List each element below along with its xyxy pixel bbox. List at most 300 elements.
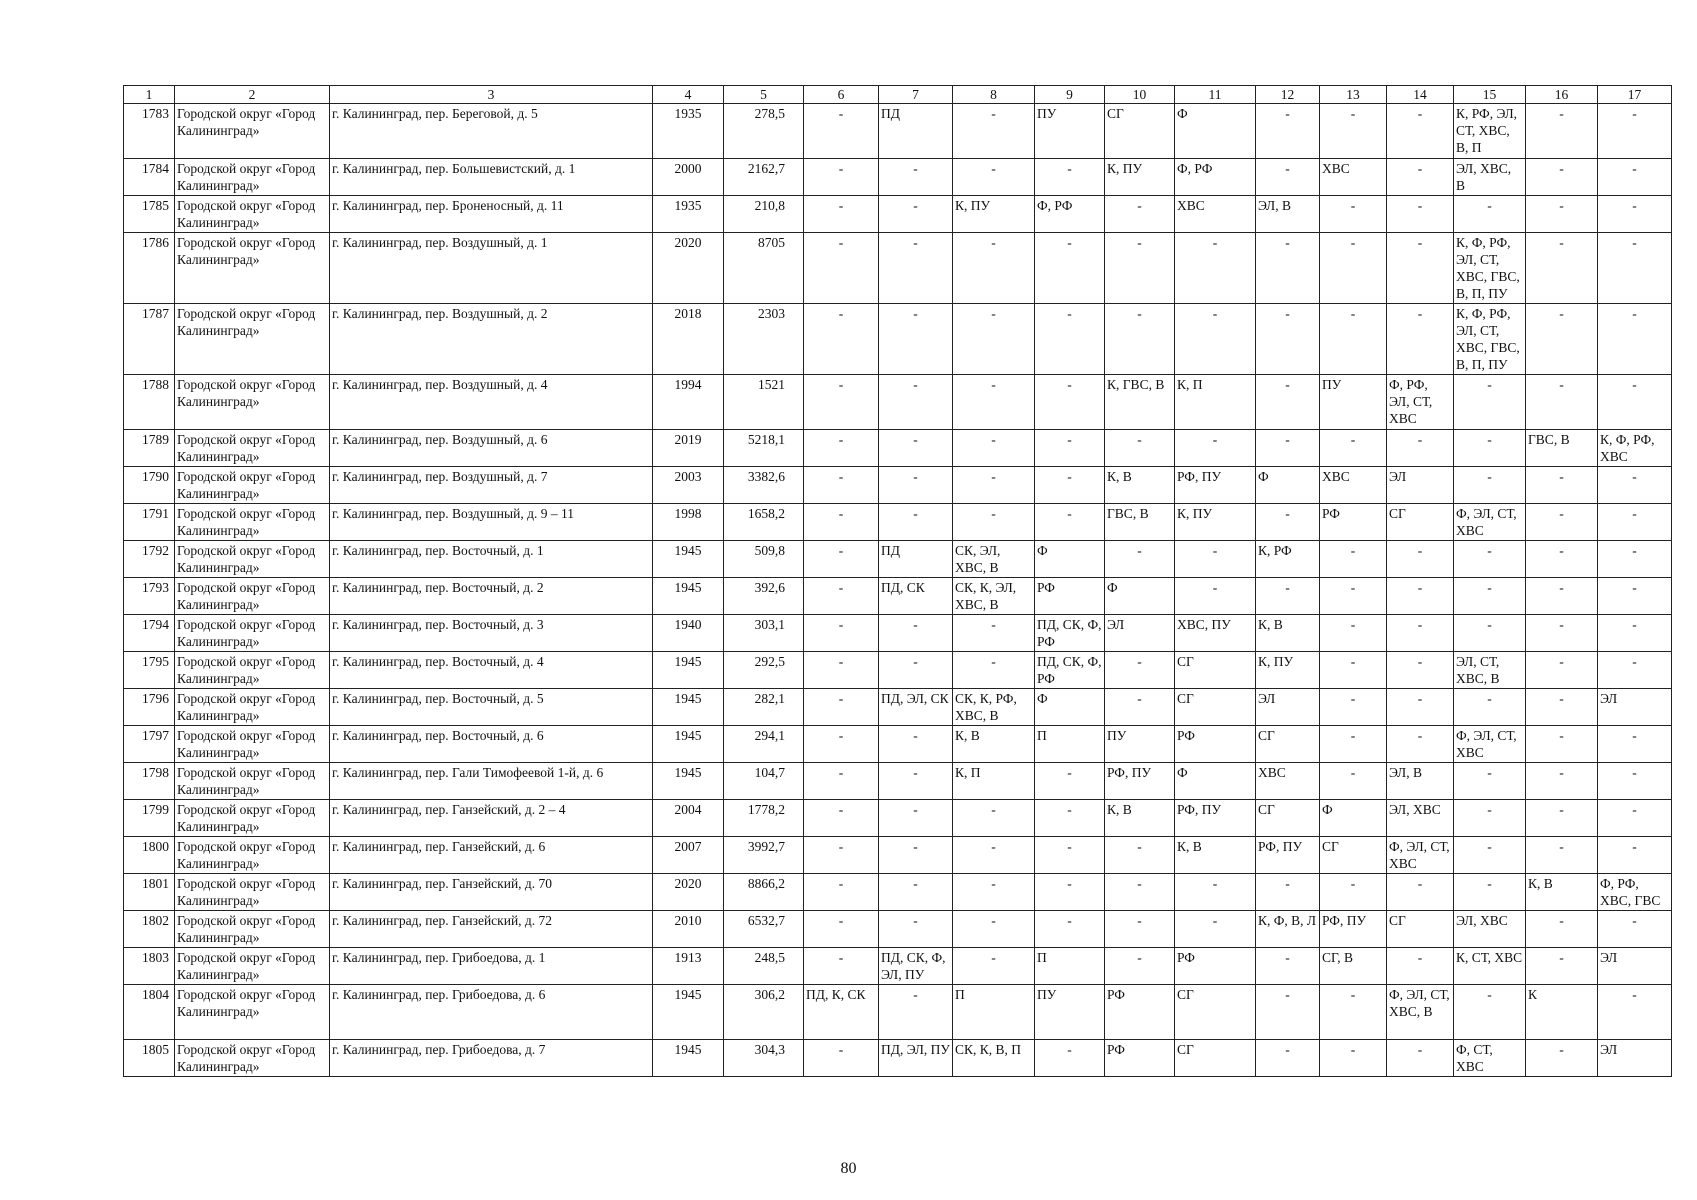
table-cell: РФ [1105,1040,1175,1077]
table-cell: - [1526,948,1598,985]
table-cell: - [1598,652,1672,689]
table-cell: г. Калининград, пер. Ганзейский, д. 70 [330,874,653,911]
table-cell: - [1387,196,1454,233]
table-cell: 248,5 [724,948,804,985]
register-table [123,85,1672,1077]
table-body [124,104,1672,1077]
table-cell: К, В [1105,467,1175,504]
row-number-cell: 1788 [124,375,175,430]
table-cell: - [1105,948,1175,985]
table-cell: - [1320,196,1387,233]
table-cell: 8705 [724,233,804,304]
table-cell: СГ [1320,837,1387,874]
table-row [124,578,1672,615]
table-cell: - [804,104,879,159]
column-header: 16 [1526,86,1598,104]
table-cell: - [1105,430,1175,467]
table-cell: - [1175,541,1256,578]
table-cell: 303,1 [724,615,804,652]
row-number-cell: 1783 [124,104,175,159]
table-cell: - [1526,726,1598,763]
table-cell: - [953,837,1035,874]
table-cell: 3992,7 [724,837,804,874]
table-cell: К, ПУ [1105,159,1175,196]
table-cell: - [1526,304,1598,375]
table-cell: - [1387,615,1454,652]
table-cell: - [1320,304,1387,375]
table-cell: г. Калининград, пер. Грибоедова, д. 7 [330,1040,653,1077]
table-cell: - [804,159,879,196]
column-header: 5 [724,86,804,104]
table-cell: - [1387,948,1454,985]
table-cell: 6532,7 [724,911,804,948]
table-cell: 2010 [653,911,724,948]
table-cell: - [1526,763,1598,800]
table-cell: - [804,504,879,541]
table-cell: - [1526,578,1598,615]
table-cell: - [1526,233,1598,304]
table-cell: г. Калининград, пер. Восточный, д. 6 [330,726,653,763]
table-cell: - [1598,375,1672,430]
table-cell: - [804,763,879,800]
table-cell: ЭЛ [1598,1040,1672,1077]
table-cell: - [1256,1040,1320,1077]
table-cell: 5218,1 [724,430,804,467]
table-cell: 2003 [653,467,724,504]
table-cell: ПУ [1035,104,1105,159]
table-cell: - [1526,159,1598,196]
table-cell: 1945 [653,689,724,726]
table-cell: Городской округ «Город Калининград» [175,104,330,159]
column-header: 9 [1035,86,1105,104]
table-cell: 292,5 [724,652,804,689]
table-cell: 1521 [724,375,804,430]
table-cell: РФ, ПУ [1256,837,1320,874]
table-cell: 1998 [653,504,724,541]
table-cell: - [1454,837,1526,874]
table-cell: - [804,726,879,763]
table-cell: г. Калининград, пер. Броненосный, д. 11 [330,196,653,233]
table-cell: ХВС [1320,159,1387,196]
table-cell: ПД [879,541,953,578]
table-cell: - [1105,911,1175,948]
table-cell: К, Ф, РФ, ЭЛ, СТ, ХВС, ГВС, В, П, ПУ [1454,233,1526,304]
table-cell: - [1035,911,1105,948]
table-cell: СК, ЭЛ, ХВС, В [953,541,1035,578]
table-cell: К, РФ [1256,541,1320,578]
table-cell: 2303 [724,304,804,375]
table-cell: г. Калининград, пер. Ганзейский, д. 72 [330,911,653,948]
table-cell: ЭЛ [1105,615,1175,652]
table-cell: г. Калининград, пер. Восточный, д. 1 [330,541,653,578]
table-cell: - [1526,467,1598,504]
table-cell: г. Калининград, пер. Воздушный, д. 6 [330,430,653,467]
table-cell: - [1598,304,1672,375]
table-cell: - [1454,615,1526,652]
table-cell: ПУ [1035,985,1105,1040]
table-cell: - [804,911,879,948]
table-cell: - [1256,578,1320,615]
table-cell: ЭЛ, ХВС [1454,911,1526,948]
table-cell: Ф [1105,578,1175,615]
table-cell: Городской округ «Город Калининград» [175,800,330,837]
table-cell: 1935 [653,104,724,159]
table-cell: К, ПУ [1175,504,1256,541]
table-cell: Городской округ «Город Калининград» [175,467,330,504]
table-cell: - [1105,837,1175,874]
table-cell: - [804,430,879,467]
table-cell: - [804,948,879,985]
table-cell: - [1256,874,1320,911]
table-cell: - [1035,467,1105,504]
table-cell: - [953,948,1035,985]
table-cell: - [1526,689,1598,726]
table-cell: К [1526,985,1598,1040]
table-cell: П [1035,726,1105,763]
table-cell: - [1387,430,1454,467]
table-row [124,652,1672,689]
table-cell: - [1526,504,1598,541]
table-cell: - [1105,233,1175,304]
table-cell: - [879,874,953,911]
table-cell: СГ [1175,652,1256,689]
table-cell: - [1256,504,1320,541]
table-cell: ЭЛ, В [1387,763,1454,800]
row-number-cell: 1791 [124,504,175,541]
table-cell: СГ [1256,726,1320,763]
table-cell: - [804,375,879,430]
table-cell: Ф [1175,763,1256,800]
row-number-cell: 1785 [124,196,175,233]
table-row [124,615,1672,652]
table-cell: - [953,467,1035,504]
table-cell: - [953,430,1035,467]
table-cell: СК, К, В, П [953,1040,1035,1077]
table-cell: - [804,196,879,233]
table-cell: - [1175,430,1256,467]
table-cell: ПД, ЭЛ, СК [879,689,953,726]
column-header: 12 [1256,86,1320,104]
table-row [124,948,1672,985]
table-cell: 1994 [653,375,724,430]
table-cell: - [1387,689,1454,726]
table-cell: Городской округ «Город Калининград» [175,652,330,689]
row-number-cell: 1787 [124,304,175,375]
table-cell: ПД, ЭЛ, ПУ [879,1040,953,1077]
table-cell: - [1387,104,1454,159]
table-cell: 1945 [653,763,724,800]
table-cell: - [1387,652,1454,689]
table-cell: ПД, СК, Ф, ЭЛ, ПУ [879,948,953,985]
table-cell: 1945 [653,541,724,578]
table-cell: РФ, ПУ [1175,800,1256,837]
table-cell: - [879,504,953,541]
table-cell: Городской округ «Город Калининград» [175,837,330,874]
table-cell: - [1256,233,1320,304]
table-cell: К, В [1256,615,1320,652]
table-cell: - [1454,689,1526,726]
table-cell: - [1454,763,1526,800]
table-row [124,467,1672,504]
table-cell: - [1454,541,1526,578]
table-cell: - [1256,304,1320,375]
table-cell: ЭЛ [1598,948,1672,985]
table-cell: ЭЛ [1387,467,1454,504]
table-cell: - [804,837,879,874]
table-cell: - [1035,763,1105,800]
table-cell: - [1256,430,1320,467]
table-cell: 1945 [653,652,724,689]
table-cell: - [879,763,953,800]
table-cell: - [1320,689,1387,726]
column-header: 7 [879,86,953,104]
table-cell: 282,1 [724,689,804,726]
table-cell: Городской округ «Город Калининград» [175,504,330,541]
table-cell: 1658,2 [724,504,804,541]
table-cell: Ф [1256,467,1320,504]
table-cell: - [1035,159,1105,196]
column-header: 3 [330,86,653,104]
table-cell: 3382,6 [724,467,804,504]
table-cell: 2018 [653,304,724,375]
table-cell: - [879,911,953,948]
table-cell: ЭЛ [1256,689,1320,726]
table-cell: СК, К, ЭЛ, ХВС, В [953,578,1035,615]
table-cell: - [1105,304,1175,375]
table-cell: ПУ [1105,726,1175,763]
table-cell: К, В [1105,800,1175,837]
table-cell: г. Калининград, пер. Береговой, д. 5 [330,104,653,159]
table-cell: - [1598,233,1672,304]
table-cell: - [1035,837,1105,874]
row-number-cell: 1796 [124,689,175,726]
table-cell: - [1105,689,1175,726]
table-cell: - [1320,541,1387,578]
table-cell: 8866,2 [724,874,804,911]
table-cell: - [953,159,1035,196]
table-cell: - [1035,1040,1105,1077]
table-cell: - [1175,911,1256,948]
table-cell: Городской округ «Город Калининград» [175,375,330,430]
table-cell: г. Калининград, пер. Воздушный, д. 2 [330,304,653,375]
table-row [124,304,1672,375]
table-cell: К, В [953,726,1035,763]
column-header: 4 [653,86,724,104]
table-cell: - [953,304,1035,375]
table-row [124,159,1672,196]
table-cell: - [804,578,879,615]
table-cell: Городской округ «Город Калининград» [175,541,330,578]
table-cell: - [953,104,1035,159]
table-cell: Городской округ «Город Калининград» [175,985,330,1040]
table-cell: РФ, ПУ [1105,763,1175,800]
table-cell: г. Калининград, пер. Грибоедова, д. 1 [330,948,653,985]
table-cell: 1913 [653,948,724,985]
table-cell: - [1454,985,1526,1040]
table-cell: - [1175,578,1256,615]
table-cell: 1778,2 [724,800,804,837]
table-cell: г. Калининград, пер. Восточный, д. 2 [330,578,653,615]
row-number-cell: 1800 [124,837,175,874]
table-cell: - [1387,1040,1454,1077]
table-cell: Ф, РФ, ЭЛ, СТ, ХВС [1387,375,1454,430]
table-cell: - [1526,196,1598,233]
table-cell: СГ [1175,1040,1256,1077]
table-cell: - [804,652,879,689]
row-number-cell: 1801 [124,874,175,911]
table-cell: Ф [1175,104,1256,159]
table-cell: ХВС [1175,196,1256,233]
table-cell: 278,5 [724,104,804,159]
table-cell: К, ПУ [953,196,1035,233]
table-cell: Ф [1035,541,1105,578]
table-cell: Городской округ «Город Калининград» [175,689,330,726]
table-cell: - [879,233,953,304]
table-cell: - [1526,911,1598,948]
table-cell: г. Калининград, пер. Воздушный, д. 9 – 11 [330,504,653,541]
table-cell: - [879,304,953,375]
table-cell: - [1598,800,1672,837]
table-cell: ЭЛ, ХВС, В [1454,159,1526,196]
table-cell: Городской округ «Город Калининград» [175,874,330,911]
table-cell: - [1454,375,1526,430]
table-cell: - [1387,304,1454,375]
table-cell: ГВС, В [1526,430,1598,467]
table-cell: - [1526,652,1598,689]
table-cell: ПД [879,104,953,159]
table-cell: Городской округ «Город Калининград» [175,763,330,800]
table-cell: 304,3 [724,1040,804,1077]
table-cell: Городской округ «Город Калининград» [175,615,330,652]
table-cell: - [1320,430,1387,467]
table-cell: ЭЛ [1598,689,1672,726]
table-cell: - [1320,763,1387,800]
table-cell: П [953,985,1035,1040]
table-cell: Городской округ «Город Калининград» [175,911,330,948]
table-cell: - [1598,837,1672,874]
table-cell: - [879,800,953,837]
table-cell: - [1256,985,1320,1040]
table-cell: ХВС [1320,467,1387,504]
table-cell: Городской округ «Город Калининград» [175,430,330,467]
table-cell: 1945 [653,578,724,615]
table-cell: - [1035,504,1105,541]
table-cell: - [1320,874,1387,911]
row-number-cell: 1798 [124,763,175,800]
table-cell: - [1598,615,1672,652]
table-cell: СГ [1105,104,1175,159]
row-number-cell: 1799 [124,800,175,837]
column-header: 13 [1320,86,1387,104]
table-cell: ЭЛ, В [1256,196,1320,233]
table-cell: - [953,615,1035,652]
table-cell: Ф, СТ, ХВС [1454,1040,1526,1077]
table-cell: - [804,304,879,375]
table-cell: - [953,911,1035,948]
table-cell: РФ [1175,726,1256,763]
table-cell: 2004 [653,800,724,837]
table-cell: - [1256,159,1320,196]
table-row [124,233,1672,304]
table-cell: Ф, РФ [1035,196,1105,233]
table-cell: 509,8 [724,541,804,578]
table-cell: - [804,689,879,726]
table-row [124,911,1672,948]
table-cell: - [1598,159,1672,196]
page-number: 80 [840,1160,857,1177]
table-cell: 392,6 [724,578,804,615]
table-cell: - [1454,578,1526,615]
table-cell: - [953,652,1035,689]
table-cell: - [1105,874,1175,911]
table-cell: - [804,1040,879,1077]
table-cell: - [1320,726,1387,763]
table-cell: РФ [1320,504,1387,541]
table-cell: Городской округ «Город Калининград» [175,726,330,763]
table-cell: г. Калининград, пер. Воздушный, д. 7 [330,467,653,504]
table-row [124,541,1672,578]
table-row [124,375,1672,430]
table-cell: - [1256,104,1320,159]
table-cell: ГВС, В [1105,504,1175,541]
table-cell: - [1320,652,1387,689]
table-cell: 2162,7 [724,159,804,196]
table-cell: - [1454,196,1526,233]
table-cell: - [1598,104,1672,159]
table-cell: Городской округ «Город Калининград» [175,304,330,375]
table-cell: - [1175,304,1256,375]
table-cell: - [804,233,879,304]
table-cell: К, В [1526,874,1598,911]
table-cell: 2020 [653,233,724,304]
table-cell: г. Калининград, пер. Ганзейский, д. 2 – 4 [330,800,653,837]
row-number-cell: 1784 [124,159,175,196]
table-cell: ПД, СК, Ф, РФ [1035,615,1105,652]
table-row [124,800,1672,837]
table-cell: г. Калининград, пер. Восточный, д. 5 [330,689,653,726]
table-cell: РФ [1175,948,1256,985]
table-row [124,874,1672,911]
table-cell: - [953,874,1035,911]
table-cell: - [953,800,1035,837]
table-cell: г. Калининград, пер. Воздушный, д. 1 [330,233,653,304]
table-cell: - [1387,726,1454,763]
row-number-cell: 1792 [124,541,175,578]
table-cell: РФ [1105,985,1175,1040]
table-cell: - [1454,874,1526,911]
table-cell: - [1175,874,1256,911]
table-cell: ПД, К, СК [804,985,879,1040]
table-cell: - [879,196,953,233]
table-cell: - [1387,541,1454,578]
column-header: 14 [1387,86,1454,104]
table-cell: - [1526,837,1598,874]
table-row [124,104,1672,159]
table-row [124,837,1672,874]
table-cell: - [1035,233,1105,304]
table-row [124,196,1672,233]
table-cell: - [804,541,879,578]
table-cell: г. Калининград, пер. Грибоедова, д. 6 [330,985,653,1040]
table-cell: 104,7 [724,763,804,800]
table-cell: г. Калининград, пер. Восточный, д. 3 [330,615,653,652]
table-cell: РФ, ПУ [1320,911,1387,948]
table-cell: - [953,375,1035,430]
table-cell: - [1387,233,1454,304]
table-cell: ПУ [1320,375,1387,430]
table-cell: - [1387,874,1454,911]
table-cell: - [804,467,879,504]
